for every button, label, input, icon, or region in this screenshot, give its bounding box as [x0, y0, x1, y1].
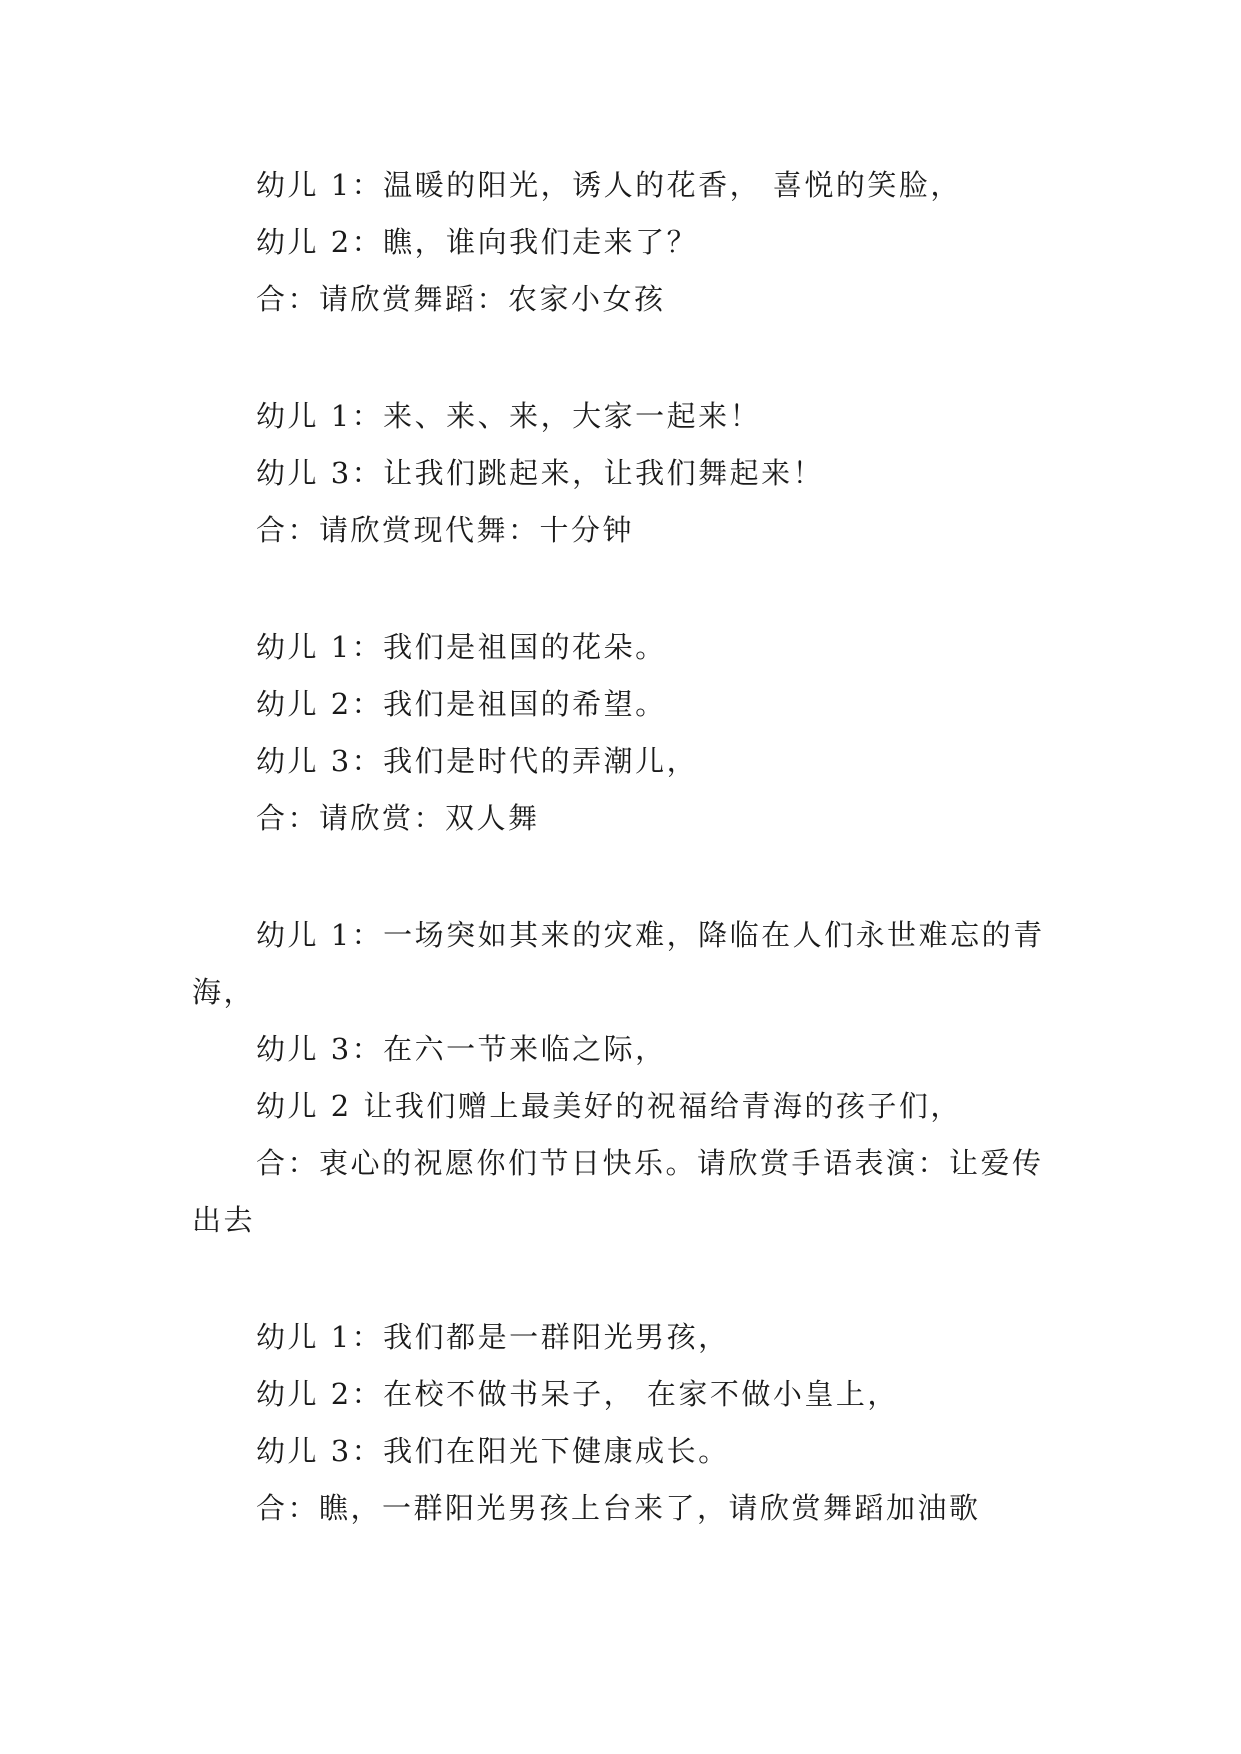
dialogue-line: 幼儿 2：瞧，谁向我们走来了？	[256, 225, 699, 259]
dialogue-line: 幼儿 2：我们是祖国的希望。	[256, 687, 667, 721]
dialogue-line: 合：请欣赏：双人舞	[256, 801, 540, 835]
dialogue-line: 合：瞧，一群阳光男孩上台来了，请欣赏舞蹈加油歌	[256, 1491, 981, 1525]
dialogue-line: 合：请欣赏现代舞：十分钟	[256, 513, 635, 547]
dialogue-line: 幼儿 1：一场突如其来的灾难，降临在人们永世难忘的青海，	[192, 918, 1045, 1009]
dialogue-line: 合：请欣赏舞蹈：农家小女孩	[256, 282, 666, 316]
dialogue-line: 幼儿 1：来、来、来，大家一起来！	[256, 399, 762, 433]
dialogue-line: 幼儿 2：在校不做书呆子， 在家不做小皇上，	[256, 1377, 899, 1411]
dialogue-line: 幼儿 3：让我们跳起来，让我们舞起来！	[256, 456, 825, 490]
dialogue-line: 幼儿 1：我们是祖国的花朵。	[256, 630, 667, 664]
dialogue-line: 幼儿 1：温暖的阳光，诱人的花香， 喜悦的笑脸，	[256, 168, 962, 202]
dialogue-line: 幼儿 2 让我们赠上最美好的祝福给青海的孩子们，	[256, 1089, 962, 1123]
dialogue-line: 幼儿 1：我们都是一群阳光男孩，	[256, 1320, 730, 1354]
dialogue-line: 合：衷心的祝愿你们节日快乐。请欣赏手语表演：让爱传出去	[192, 1146, 1044, 1237]
dialogue-line: 幼儿 3：我们在阳光下健康成长。	[256, 1434, 730, 1468]
dialogue-line: 幼儿 3：在六一节来临之际，	[256, 1032, 667, 1066]
dialogue-line: 幼儿 3：我们是时代的弄潮儿，	[256, 744, 699, 778]
